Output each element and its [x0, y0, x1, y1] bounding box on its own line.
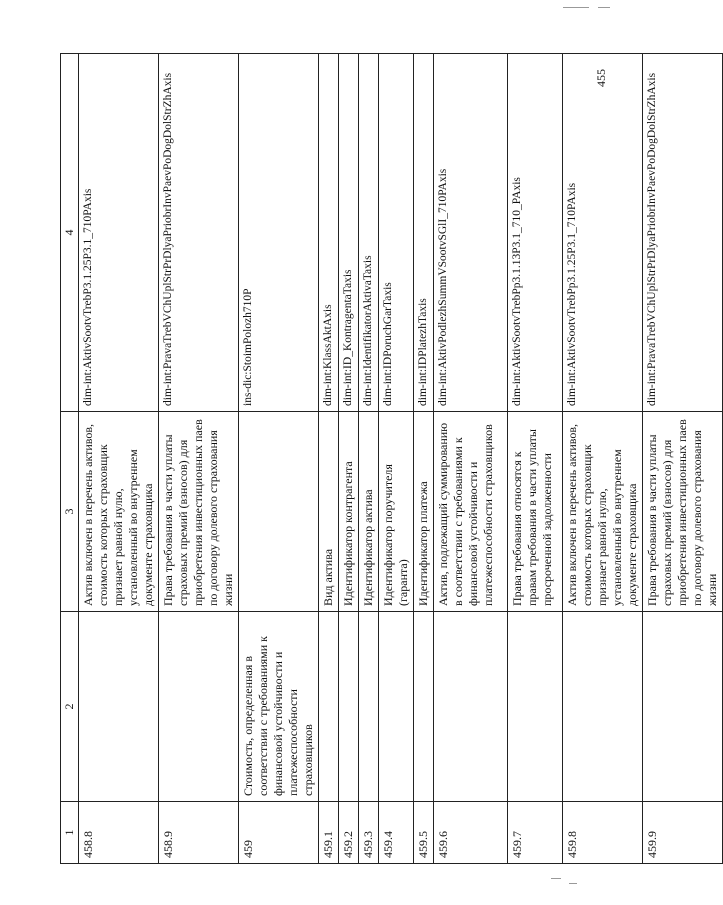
description-cell: Идентификатор поручителя (гаранта)	[379, 412, 414, 612]
row-number-cell: 459.6	[434, 802, 508, 864]
row-number-cell: 459.9	[643, 802, 723, 864]
row-number-cell: 458.9	[159, 802, 239, 864]
identifier-cell: dim-int:AktivSootvTrebPp3.1.25P3.1_710PAxis	[563, 54, 643, 412]
description-cell: Идентификатор актива	[359, 412, 379, 612]
table-row	[79, 54, 159, 864]
indicator-name-cell	[508, 612, 563, 802]
row-number-cell: 459	[239, 802, 319, 864]
description-cell: Права требования относятся к правам требования в части уплаты просроченной задолженности	[508, 412, 563, 612]
identifier-cell: dim-int:KlassAktAxis	[319, 54, 339, 412]
table-row	[643, 54, 723, 864]
description-cell: Идентификатор платежа	[414, 412, 434, 612]
column-header: 4	[61, 54, 79, 412]
indicator-name-cell	[159, 612, 239, 802]
scan-speck	[569, 883, 577, 884]
table-body	[79, 54, 723, 864]
description-cell: Актив, подлежащий суммированию в соответствии с требованиями к финансовой устойчивости и платежеспособности страховщиков	[434, 412, 508, 612]
description-cell: Права требования в части уплаты страховых премий (взносов) для приобретения инвестиционных паев по договору долевого страхования жизни	[159, 412, 239, 612]
indicator-name-cell	[339, 612, 359, 802]
identifier-cell: dim-int:IDPlatezhTaxis	[414, 54, 434, 412]
page-number: 455	[594, 69, 608, 87]
identifier-cell: dim-int:IDPoruchGarTaxis	[379, 54, 414, 412]
table-row	[319, 54, 339, 864]
column-header: 3	[61, 412, 79, 612]
indicator-name-cell	[79, 612, 159, 802]
description-cell: Идентификатор контрагента	[339, 412, 359, 612]
table-row	[339, 54, 359, 864]
identifier-cell: dim-int:AktivSootvTrebPp3.1.13P3.1_710_PAxis	[508, 54, 563, 412]
indicator-name-cell	[434, 612, 508, 802]
identifier-cell: dim-int:ID_KontragentaTaxis	[339, 54, 359, 412]
indicator-name-cell: Стоимость, определенная в соответствии с требованиями к финансовой устойчивости и платежеспособности страховщиков	[239, 612, 319, 802]
scan-speck	[598, 7, 610, 8]
column-header: 2	[61, 612, 79, 802]
row-number-cell: 459.3	[359, 802, 379, 864]
row-number-cell: 459.7	[508, 802, 563, 864]
scan-speck	[563, 7, 589, 8]
indicator-name-cell	[414, 612, 434, 802]
table-row	[239, 54, 319, 864]
row-number-cell: 459.1	[319, 802, 339, 864]
identifier-cell: dim-int:AktivPodlezhSummVSootvSGlI_710PAxis	[434, 54, 508, 412]
identifier-cell: dim-int:PravaTrebVChUplStrPrDlyaPriobrInvPaevPoDogDolStrZhAxis	[159, 54, 239, 412]
indicator-name-cell	[379, 612, 414, 802]
description-cell: Права требования в части уплаты страховых премий (взносов) для приобретения инвестиционных паев по договору долевого страхования жизни	[643, 412, 723, 612]
indicator-name-cell	[643, 612, 723, 802]
description-cell: Вид актива	[319, 412, 339, 612]
row-number-cell: 459.8	[563, 802, 643, 864]
row-number-cell: 459.4	[379, 802, 414, 864]
table-row	[563, 54, 643, 864]
column-header: 1	[61, 802, 79, 864]
identifier-cell: dim-int:PravaTrebVChUplStrPrDlyaPriobrInvPaevPoDogDolStrZhAxis	[643, 54, 723, 412]
table-row	[359, 54, 379, 864]
xbrl-mapping-table	[60, 53, 723, 864]
table-row	[434, 54, 508, 864]
row-number-cell: 458.8	[79, 802, 159, 864]
indicator-name-cell	[563, 612, 643, 802]
description-cell: Актив включен в перечень активов, стоимость которых страховщик признает равной нулю, установленный во внутреннем документе страховщика	[79, 412, 159, 612]
description-cell: Актив включен в перечень активов, стоимость которых страховщик признает равной нулю, установленный во внутреннем документе страховщика	[563, 412, 643, 612]
table-row	[379, 54, 414, 864]
scan-speck	[551, 878, 561, 879]
identifier-cell: dim-int:IdentifikatorAktivaTaxis	[359, 54, 379, 412]
table-row	[159, 54, 239, 864]
indicator-name-cell	[319, 612, 339, 802]
table-row	[414, 54, 434, 864]
row-number-cell: 459.5	[414, 802, 434, 864]
table-row	[508, 54, 563, 864]
indicator-name-cell	[359, 612, 379, 802]
row-number-cell: 459.2	[339, 802, 359, 864]
description-cell	[239, 412, 319, 612]
column-number-header-row	[61, 54, 79, 864]
identifier-cell: dim-int:AktivSootvTrebP3.1.25P3.1_710PAxis	[79, 54, 159, 412]
identifier-cell: ins-dic:StoimPolozh710P	[239, 54, 319, 412]
